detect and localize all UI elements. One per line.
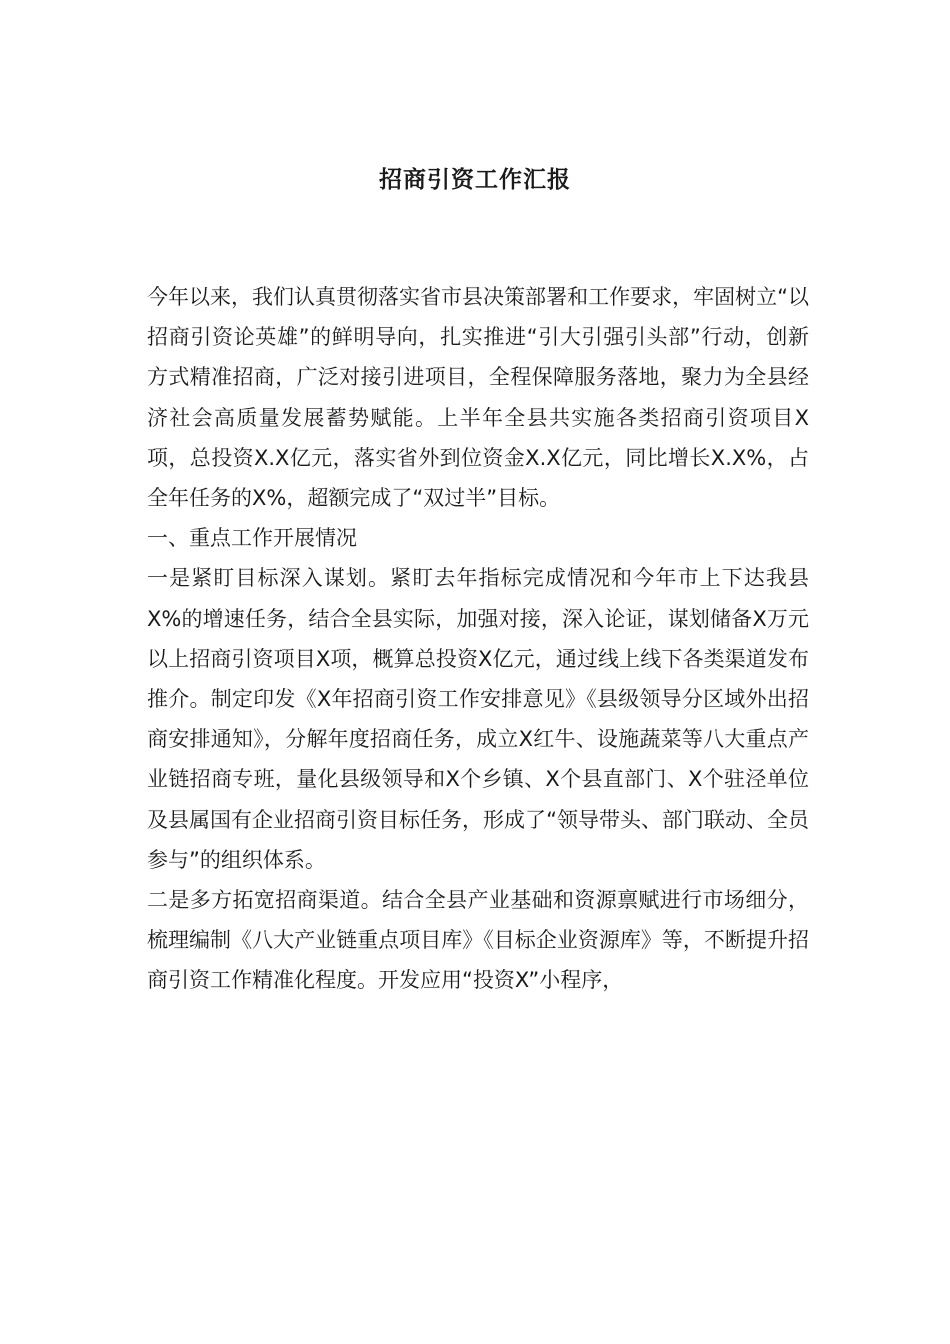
document-body [147, 277, 809, 1001]
paragraph-target-planning: 一是紧盯目标深入谋划。紧盯去年指标完成情况和今年市上下达我县X%的增速任务，结合全县实际，加强对接，深入论证，谋划储备X万元以上招商引资项目X项，概算总投资X亿元，通过线上线下各类渠道发布推介。制定印发《X年招商引资工作安排意见》《县级领导分区域外出招商安排通知》，分解年度招商任务，成立X红牛、设施蔬菜等八大重点产业链招商专班，量化县级领导和X个乡镇、X个县直部门、X个驻泾单位及县属国有企业招商引资目标任务，形成了“领导带头、部门联动、全员参与”的组织体系。 [147, 566, 809, 872]
paragraph-channel-expansion: 二是多方拓宽招商渠道。结合全县产业基础和资源禀赋进行市场细分，梳理编制《八大产业链重点项目库》《目标企业资源库》等，不断提升招商引资工作精准化程度。开发应用“投资X”小程序， [147, 888, 809, 993]
document-title: 招商引资工作汇报 [379, 166, 571, 193]
section-heading: 一、重点工作开展情况 [147, 526, 357, 551]
intro-paragraph: 今年以来，我们认真贯彻落实省市县决策部署和工作要求，牢固树立“以招商引资论英雄”的鲜明导向，扎实推进“引大引强引头部”行动，创新方式精准招商，广泛对接引进项目，全程保障服务落地，聚力为全县经济社会高质量发展蓄势赋能。上半年全县共实施各类招商引资项目X项，总投资X.X亿元，落实省外到位资金X.X亿元，同比增长X.X%，占全年任务的X%，超额完成了“双过半”目标。 [147, 285, 809, 511]
